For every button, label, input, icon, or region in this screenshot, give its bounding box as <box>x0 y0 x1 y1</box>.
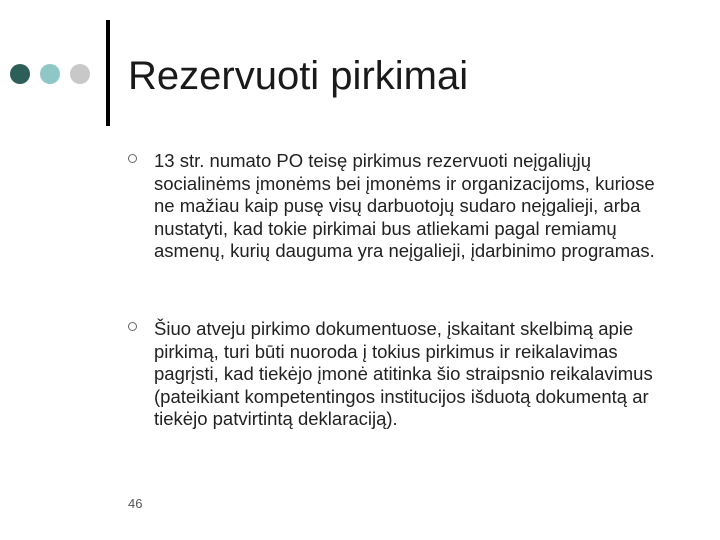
dot-teal-icon <box>40 64 60 84</box>
slide-title: Rezervuoti pirkimai <box>128 54 469 98</box>
bullet-text: 13 str. numato PO teisę pirkimus rezervuoti neįgaliųjų socialinėms įmonėms bei įmonėms ir organizacijoms, kuriose ne mažiau kaip pusę visų darbuotojų sudaro neįgalieji, arba nustatyti, kad tokie pirkimai bus atliekami pagal remiamų asmenų, kurių dauguma yra neįgalieji, įdarbinimo programas. <box>154 150 655 261</box>
title-divider <box>106 20 110 126</box>
bullet-text: Šiuo atveju pirkimo dokumentuose, įskaitant skelbimą apie pirkimą, turi būti nuoroda į tokius pirkimus ir reikalavimas pagrįsti, kad tiekėjo įmonė atitinka šio straipsnio reikalavimus (pateikiant kompetentingos institucijos išduotą dokumentą ar tiekėjo patvirtintą deklaraciją). <box>154 318 653 429</box>
decorative-dots <box>10 64 100 84</box>
dot-dark-icon <box>10 64 30 84</box>
hollow-circle-bullet-icon <box>128 153 140 165</box>
dot-gray-icon <box>70 64 90 84</box>
hollow-circle-bullet-icon <box>128 321 140 333</box>
page-number: 46 <box>128 496 143 511</box>
